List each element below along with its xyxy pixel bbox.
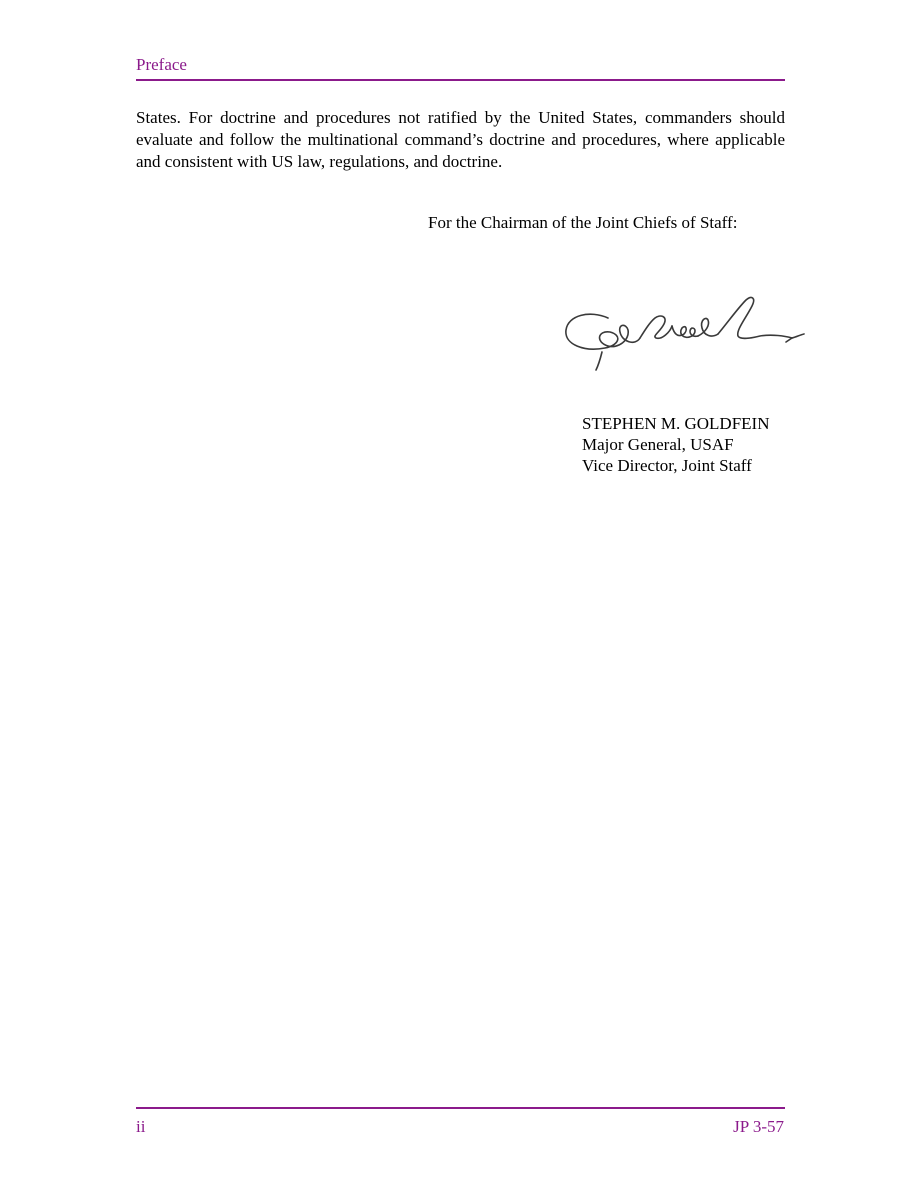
signature-intro: For the Chairman of the Joint Chiefs of Staff: [428,213,738,232]
running-header-title: Preface [136,55,187,74]
header-rule [136,79,785,81]
footer-rule [136,1107,785,1109]
signer-rank: Major General, USAF [582,435,734,454]
handwritten-signature [560,290,810,375]
signer-position: Vice Director, Joint Staff [582,456,752,475]
footer-page-number: ii [136,1117,146,1136]
body-paragraph: States. For doctrine and procedures not ratified by the United States, commanders should evaluate and follow the multinational command’s doctrine and procedures, where applicable and consistent with US law, regulations, and doctrine. [136,108,785,171]
signer-name: STEPHEN M. GOLDFEIN [582,414,770,433]
signer-details [582,413,769,476]
footer-publication-id: JP 3-57 [733,1117,784,1136]
